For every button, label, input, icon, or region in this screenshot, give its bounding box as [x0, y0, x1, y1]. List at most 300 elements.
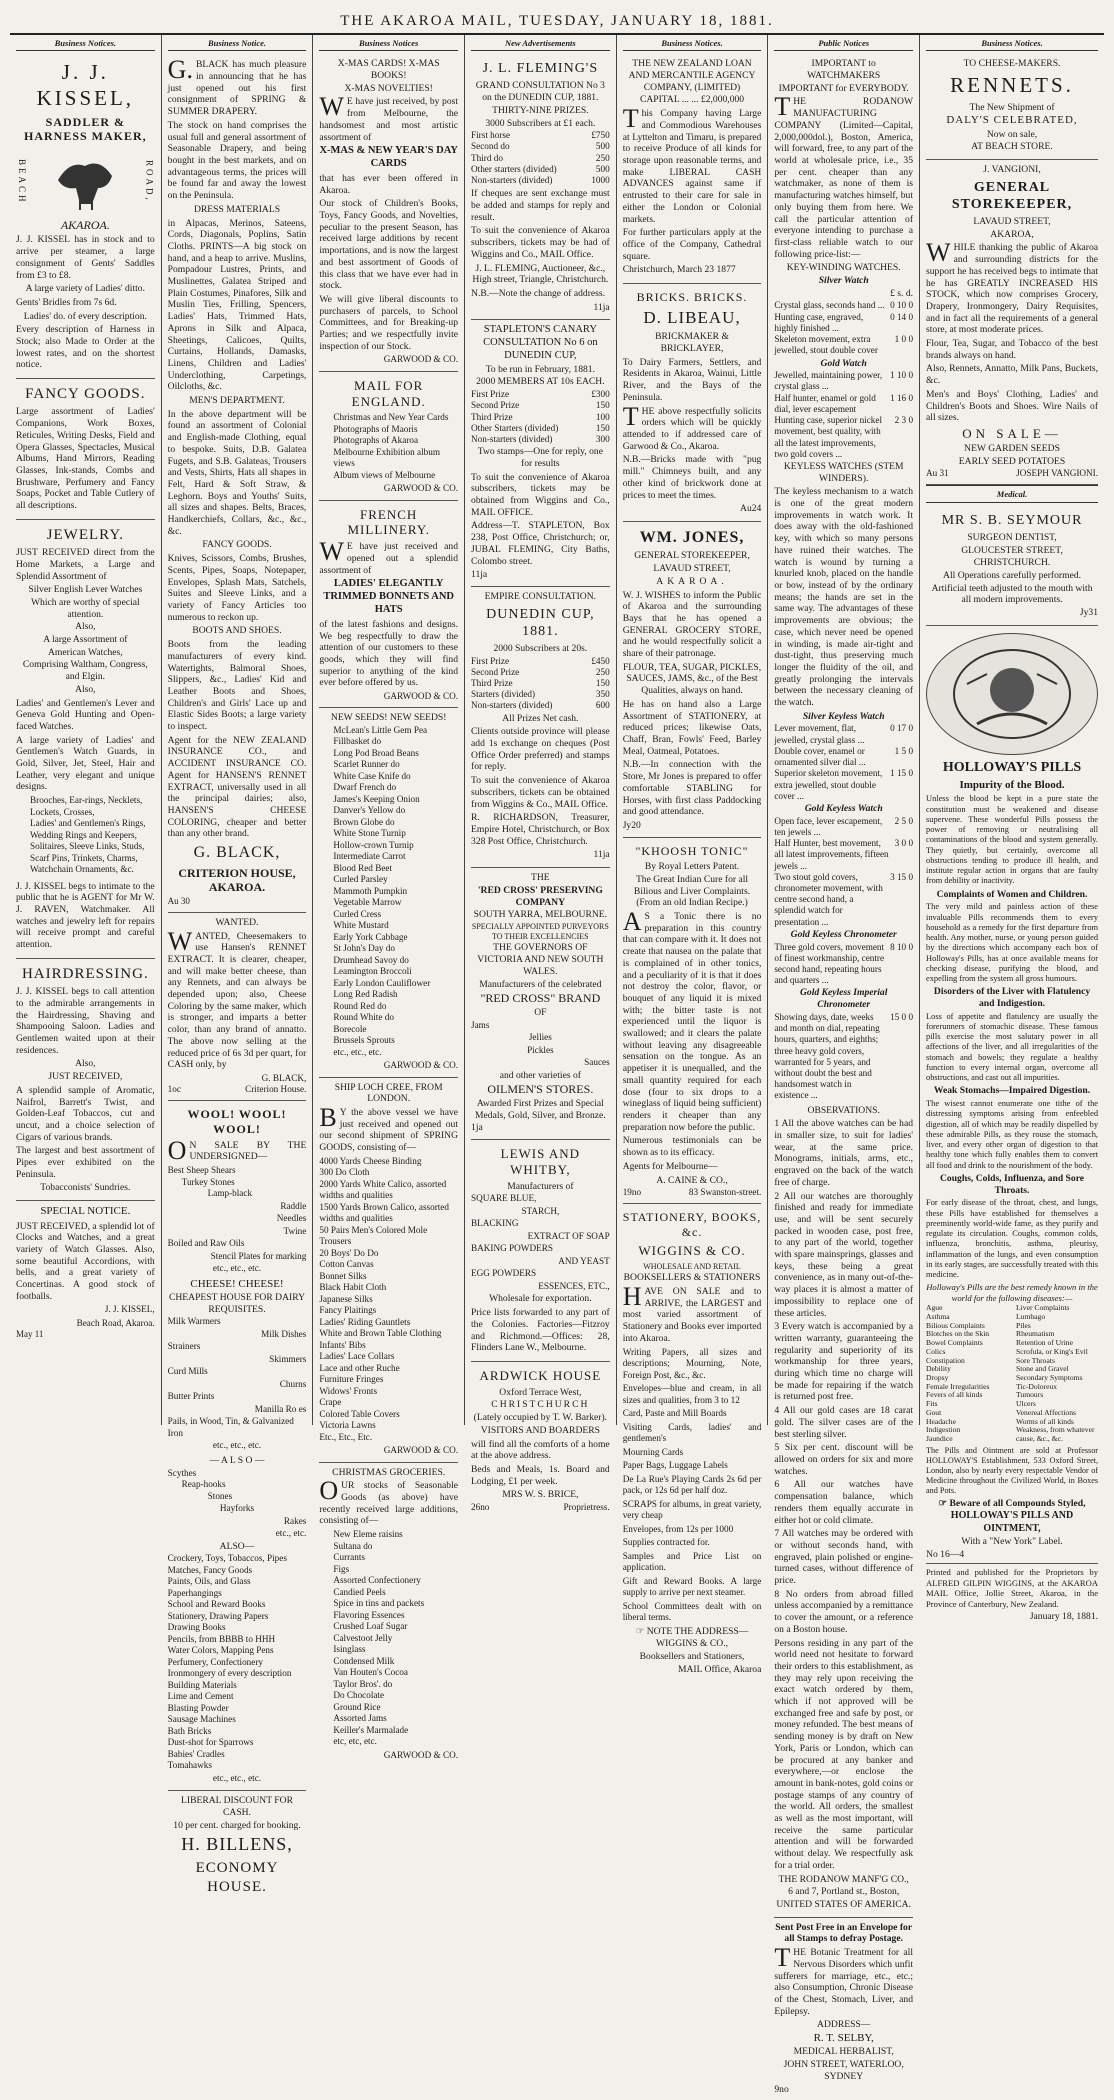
ad-text: The keyless mechanism to a watch is one of the great modern improvements in watch work. It does away with the old-fashioned key, with which so many persons have ruined their watches. The watch is wound by turning a knurled knob, placed on the handle or bow, instead of by the ordinary means; the hands are set in the same way. The advantages of these improvements are obvious; the case, which never need be opened in winding, is made air-tight and dust-tight, thus preserving much longer the fluidity of the oil, and greatly prolonging the intervals between the necessary cleaning of the watch.: [774, 486, 914, 709]
ad-date: 11ja: [471, 569, 488, 581]
row-label: First Prize: [471, 389, 510, 400]
ad-text: and other varieties of: [499, 1069, 581, 1081]
dairy-list: [168, 1316, 307, 1452]
ad-title: TO CHEESE-MAKERS.: [963, 58, 1061, 70]
ad-date: 9no: [774, 2083, 789, 2095]
ad-name: D. LIBEAU,: [643, 307, 741, 327]
ad-text: For early disease of the throat, chest, and lungs, these Pills have established for themselves a preeminently world-wide fame, as they purify and regulate its circulation. Coughs, common colds, influenza, bronchitis, asthma, pleurisy, inflammation of the lungs, and even consumption in its early stages, are successfully treated with this medicine.: [926, 1198, 1099, 1280]
row-value: 150: [595, 400, 610, 411]
ad-signature: THE RODANOW MANF'G CO.,: [778, 1873, 909, 1885]
ad-name: RENNETS.: [950, 73, 1074, 98]
column-6: [768, 35, 920, 2095]
list-item: etc., etc., etc.: [212, 1440, 262, 1451]
list-item: Scarlet Runner do: [333, 759, 400, 770]
list-item: Drumhead Savoy do: [333, 954, 409, 965]
ad-signature: 83 Swanston-street.: [688, 1187, 762, 1198]
ad-subtitle: WHOLESALE AND RETAIL: [643, 1261, 741, 1271]
list-item: Condensed Milk: [333, 1655, 395, 1666]
ad-text: AKAROA,: [990, 228, 1034, 240]
price-row: [774, 334, 913, 356]
ad-text: Artificial teeth adjusted to the mouth with all modern improvements.: [931, 582, 1093, 606]
list-item: Lumbago: [1016, 1311, 1046, 1321]
column-1: [10, 35, 162, 1425]
row-label: Hunting case, superior nickel movement, best quality, with all the latest improvements, two gold covers ...: [774, 415, 883, 459]
list-item: Churns: [279, 1378, 307, 1389]
list-item: Tomahawks: [167, 1760, 212, 1771]
vangioni-ad: [926, 160, 1098, 485]
price-table: [774, 370, 913, 460]
side-label-right: ROAD,: [144, 160, 155, 204]
ad-title: Sent Post Free in an Envelope for all Stamps to defray Postage.: [775, 1921, 913, 1945]
ad-date: 1ja: [471, 1122, 483, 1134]
ad-text: Also,: [75, 621, 96, 633]
row-label: Showing days, date, weeks and month on dial, repeating hours, quarters, and eighths; three heavy gold covers, warranted for 5 years, and without doubt the best and handsomest watch in existence ...: [774, 1011, 880, 1101]
kissel-ad: [16, 54, 155, 379]
list-item: Manilla Ro es: [254, 1403, 307, 1414]
ad-signature: GARWOOD & CO.: [383, 1060, 459, 1071]
row-label: Crystal glass, seconds hand ...: [774, 300, 885, 311]
list-item: Rakes: [283, 1515, 307, 1526]
row-label: Half Hunter, best movement, all latest improvements, fifteen jewels ...: [774, 838, 889, 871]
list-item: Raddle: [280, 1200, 307, 1211]
list-item: Assorted Jams: [333, 1713, 387, 1724]
list-item: Sultana do: [333, 1540, 373, 1551]
ship-list: [319, 1156, 458, 1444]
list-item: Early London Cauliflower: [333, 977, 431, 988]
list-item: Vegetable Marrow: [333, 897, 402, 908]
list-item: etc., etc., etc.: [333, 1046, 382, 1057]
price-row: [774, 872, 913, 928]
row-label: Other starters (divided): [471, 163, 557, 174]
ad-business: ECONOMY HOUSE.: [195, 1860, 279, 1895]
ad-title: WANTED.: [215, 916, 259, 928]
ad-signature: MRS W. S. BRICE,: [502, 1489, 579, 1501]
list-item: Round White do: [333, 1012, 394, 1023]
stationery-list: [623, 1347, 762, 1624]
price-row: [471, 164, 610, 175]
row-value: £450: [591, 655, 610, 666]
list-item: Milk Dishes: [261, 1328, 307, 1339]
list-item: 2000 Yards White Calico, assorted widths and qualities: [319, 1178, 447, 1201]
section-title: ALSO—: [219, 1540, 255, 1552]
ad-text: LAVAUD STREET,: [973, 216, 1051, 228]
ad-text: To Dairy Farmers, Settlers, and Residents in Akaroa, Wainui, Little River, and the Bays of the Peninsula.: [622, 356, 762, 403]
list-item: Weakness, from whatever cause, &c., &c.: [1016, 1425, 1095, 1444]
ad-text: All Operations carefully performed.: [943, 570, 1082, 582]
list-item: White Case Knife do: [333, 770, 411, 781]
list-item: Jams: [471, 1019, 490, 1030]
ad-text: 2000 Subscribers at 20s.: [493, 642, 588, 654]
ad-title: 'RED CROSS' PRESERVING COMPANY: [477, 884, 603, 908]
price-row: [774, 415, 913, 460]
row-value: 1 10 0: [890, 370, 914, 381]
column-header: Business Notices.: [16, 35, 155, 51]
ad-text: Oxford Terrace West,: [499, 1386, 582, 1398]
ad-text: OF: [534, 1006, 547, 1018]
ad-text: Holloway's Pills are the best remedy known in the world for the following diseases:—: [926, 1282, 1098, 1303]
list-item: Twine: [283, 1225, 307, 1236]
prize-table: [471, 656, 610, 712]
ad-text: He has on hand also a Large Assortment of STATIONERY, at reduced prices; likewise Oats, Chaff, Bran, Fowls' Feed, Barley Meal, Oatmeal, Potatoes.: [622, 698, 762, 757]
list-item: Taylor Bros'. do: [333, 1678, 393, 1689]
ad-title: X-MAS CARDS! X-MAS BOOKS!: [337, 58, 440, 82]
ad-text: The wisest cannot enumerate one tithe of the distressing symptoms arising from enfeebled digestion, all of which may be readily dispelled by these admirable Pills, as they rouse the stomach, liver, and every other organ of digestion to that healthy tone which fully enables them to convert all food and drink to the nourishment of the body.: [926, 1099, 1099, 1170]
list-item: Perfumery, Confectionery: [167, 1656, 264, 1667]
price-row: [774, 942, 913, 987]
list-item: Wedding Rings and Keepers,: [30, 829, 137, 840]
list-item: Tumours: [1016, 1390, 1044, 1400]
list-item: Black Habit Cloth: [319, 1282, 387, 1293]
list-item: 1 All the above watches can be had in smaller size, to suit for ladies' wear, at the same price. Monograms, initials, arms, etc., engraved on the back of the watch free of charge.: [774, 1118, 914, 1188]
list-item: Dust-shot for Sparrows: [167, 1737, 254, 1748]
medallion-caption: HOLLOWAY'S PILLS: [942, 759, 1082, 775]
list-item: Paints, Oils, and Glass: [167, 1576, 251, 1587]
list-item: Skimmers: [269, 1353, 307, 1364]
ad-subtitle: CHEAPEST HOUSE FOR DAIRY REQUISITES.: [168, 1291, 306, 1315]
row-value: 1 16 0: [890, 392, 914, 403]
ad-date: Au 30: [167, 895, 190, 906]
ad-date: 11ja: [593, 849, 610, 861]
row-value: 1000: [591, 175, 610, 186]
ad-name: MR S. B. SEYMOUR: [941, 512, 1083, 528]
list-item: Van Houten's Cocoa: [333, 1667, 408, 1678]
ad-text: WANTED, Cheesemakers to use Hansen's RENNET EXTRACT. It is clearer, cheaper, and will make better cheese, than any Rennets, and can always be depended upon; also, Cheese Coloring by the same maker, which is stronger, and imparts a better color, than any brand of annatto. The above now selling at the reduced price of 6s 3d per quart, for CASH only, by: [167, 926, 307, 1071]
ad-text: Knives, Scissors, Combs, Brushes, Scents, Pipes, Soaps, Notepaper, Envelopes, Splash Mats, Satchels, Suites and Sleeve Links, and a variety of Fancy Articles too numerous to reckon up.: [167, 553, 307, 623]
price-row: [471, 389, 610, 400]
jones-ad: [623, 522, 762, 838]
list-item: Brown Globe do: [333, 816, 395, 827]
ad-text: WHILE thanking the public of Akaroa and surrounding districts for the support he has received begs to intimate that he has GREATLY INCREASED HIS STOCK, which now comprises Grocery, Drapery, Ironmongery, Dairy Requisites, and in fact all the requirements of a general store, at most moderate prices.: [926, 238, 1099, 336]
row-label: Half hunter, enamel or gold dial, lever escapement: [774, 392, 876, 414]
ad-signature: UNITED STATES OF AMERICA.: [776, 1899, 911, 1910]
ad-name: G. BLACK,: [193, 844, 281, 862]
ad-text: The very mild and painless action of these invaluable Pills recommends them to every household as a remedy for the first departure from health. Any mother, nurse, or young person guided by the directions which accompany each box of Holloway's Pills, has at once available means for checking disease, purifying the blood, and expelling from the system all gross humours.: [926, 902, 1099, 984]
row-value: 250: [595, 152, 610, 163]
list-item: Sausage Machines: [167, 1714, 236, 1725]
rennets-ad: [926, 54, 1098, 160]
ad-title: J. J. KISSEL,: [36, 60, 135, 110]
wanted-ad: [168, 913, 307, 1102]
section-title: — A L S O —: [209, 1454, 265, 1466]
ad-text: Christchurch, March 23 1877: [622, 264, 736, 276]
ad-text: Clients outside province will please add 1s exchange on cheques (Post Office Order preferred) and stamps for reply.: [471, 726, 610, 773]
ad-signature: A. CAINE & CO.,: [656, 1174, 728, 1186]
list-item: Furniture Fringes: [319, 1374, 384, 1385]
also-list: [168, 1468, 307, 1540]
section-title: OBSERVATIONS.: [807, 1104, 880, 1116]
section-title: Gold Keyless Chronometer: [790, 928, 897, 940]
ad-text: SURGEON DENTIST,: [967, 531, 1057, 543]
ad-text: Our stock of Children's Books, Toys, Fancy Goods, and Novelties, peculiar to the present Season, has received large additions by recent importations, and is now the largest and best assortment of Goods of this class that we have ever had in stock.: [319, 198, 459, 292]
column-header: Business Notices.: [926, 35, 1098, 51]
list-item: Borecole: [333, 1023, 367, 1034]
list-item: Assorted Confectionery: [333, 1575, 421, 1586]
list-item: Ulcers: [1016, 1399, 1036, 1409]
list-item: Piles: [1016, 1320, 1031, 1330]
ad-text: By Royal Letters Patent.: [644, 861, 740, 873]
price-row: [471, 412, 610, 423]
section-title: Silver Watch: [818, 275, 869, 287]
section-title: Gold Keyless Imperial Chronometer: [799, 987, 888, 1011]
ad-text: A large variety of Ladies' and Gentlemen's Watch Guards, in Gold, Silver, Jet, Steel, Hair and Leather, very elegant and unique designs.: [16, 734, 155, 793]
ad-text: The largest and best assortment of Pipes ever exhibited on the Peninsula.: [16, 1145, 155, 1180]
prize-table: [471, 130, 610, 186]
list-item: White and Brown Table Clothing: [319, 1328, 442, 1339]
xmas-cards-ad: [319, 54, 458, 371]
ad-text: WE have just received, by post from Melbourne, the handsomest and most artistic assortment of: [319, 92, 459, 143]
empire-ad: [471, 587, 610, 868]
column-header: New Advertisements: [471, 35, 610, 51]
wiggins-ad: [623, 1204, 762, 1681]
ad-text: With a "New York" Label.: [961, 1535, 1063, 1547]
ad-text: AS a Tonic there is no preparation in this country that can compare with it. It does not create that nausea on the palate that is complained of in other tonics, and a peculiarity of it is that it does not destroy the color, flavor, or bouquet of any liquid it is mixed with; the bitter taste is not experienced until the liquor is swallowed; and it clears the palate without leaving any disagreeable sensation on the tongue. As an appetiser it is unequalled, and the small quantity required for each dose (four to six drops to a wineglass of liquid being sufficient) renders it cheaper than any preparation now before the public.: [622, 907, 762, 1133]
ad-text: J. J. KISSEL begs to call attention to the admirable arrangements in the Hairdressing, Shaving and Shampooing Saloon. Ladies and Gentlemen waited upon at their residences.: [16, 986, 155, 1056]
sale-list: [168, 1165, 307, 1275]
ad-title: IMPORTANT for EVERYBODY.: [778, 82, 909, 94]
ad-title: CHRISTMAS GROCERIES.: [332, 1466, 446, 1478]
ad-subtitle: 2000 MEMBERS AT 10s EACH.: [476, 376, 605, 388]
ad-text: Tobacconists' Sundries.: [40, 1182, 131, 1194]
fancy-goods-ad: [16, 379, 155, 520]
list-item: SCRAPS for albums, in great variety, very cheap: [622, 1498, 762, 1521]
list-item: Do Chocolate: [333, 1690, 385, 1701]
ad-text: 10 per cent. charged for booking.: [173, 1819, 301, 1831]
section-title: KEYLESS WATCHES (STEM WINDERS).: [783, 460, 904, 484]
black-drapery-ad: [168, 54, 307, 912]
ad-highlight: LADIES' ELEGANTLY TRIMMED BONNETS AND HATS: [323, 578, 455, 615]
ad-text: ADDRESS—: [817, 2019, 871, 2031]
list-item: Curled Cress: [333, 908, 382, 919]
list-item: Sauces: [584, 1057, 610, 1068]
ad-text: NEW GARDEN SEEDS: [964, 442, 1060, 454]
ad-text: Unless the blood be kept in a pure state the constitution must be weakened and disease supervene. These wonderful Pills possess the power of removing or neutralising all contaminations of the blood and system generally. They quietly, but certainly, overcome all obstructions tending to produce ill health, and institute regular action in organs that are faulty from debility or inactivity.: [926, 794, 1099, 886]
list-item: Photographs of Akaroa: [333, 435, 419, 446]
list-item: Keiller's Marmalade: [333, 1724, 409, 1735]
ad-title: STAPLETON'S CANARY CONSULTATION No 6 on DUNEDIN CUP,: [483, 324, 598, 361]
ad-text: N.B.—In connection with the Store, Mr Jones is prepared to offer comfortable STABLING for Horses, with first class Paddocking and good attendance.: [622, 759, 762, 818]
ad-text: Price lists forwarded to any part of the Colonies. Factories—Fitzroy and Richmond.—Offices: 28, Flinders Lane W., Melbourne.: [471, 1307, 610, 1354]
ad-text: N.B.—Note the change of address.: [471, 287, 606, 299]
holloway-medallion: [926, 633, 1098, 755]
ad-name: J. VANGIONI,: [983, 164, 1041, 176]
list-item: Fevers of all kinds: [926, 1390, 983, 1400]
ad-text: THE: [531, 872, 550, 884]
ad-text: Gents' Bridles from 7s 6d.: [16, 296, 117, 308]
ad-text: Boots from the leading manufacturers of every kind. Watertights, Balmoral Shoes, Slippers, &c., Ladies' Kid and Leather Boots and Shoes, Children's and Girls' Lace up and Elastic Sides Boots; a large variety to inspect.: [167, 639, 307, 733]
ad-text: J. J. KISSEL begs to intimate to the public that he is AGENT for Mr W. J. RAVEN, Watchmaker. All watches and jewelry left for repairs will receive prompt and careful attention.: [16, 880, 155, 951]
ad-subtitle: GRAND CONSULTATION No 3 on the DUNEDIN CUP, 1881.: [475, 80, 605, 104]
ad-text: THE Botanic Treatment for all Nervous Disorders which unfit sufferers for marriage, etc., etc.; also Consumption, Chronic Disease of the Chest, Stomach, Liver, and Epilepsy.: [774, 1943, 914, 2017]
ad-text: Ladies' do. of every description.: [23, 310, 147, 322]
masthead: THE AKAROA MAIL, TUESDAY, JANUARY 18, 1881.: [10, 9, 1104, 35]
row-value: £750: [591, 130, 610, 141]
list-item: Ague: [926, 1303, 943, 1313]
ad-subtitle: BRICKMAKER & BRICKLAYER,: [655, 331, 729, 355]
list-item: Blasting Powder: [167, 1702, 229, 1713]
ad-text: Manufacturers of the celebrated: [479, 978, 602, 990]
row-value: 300: [595, 434, 610, 445]
list-item: Lockets, Crosses,: [30, 806, 95, 817]
groceries-ad: [319, 1463, 458, 1766]
list-item: Flavoring Essences: [333, 1609, 405, 1620]
ad-title: X-MAS NOVELTIES!: [344, 82, 433, 94]
ad-text: Large assortment of Ladies' Companions, Work Boxes, Reticules, Writing Desks, Field and Opera Glasses, Spectacles, Musical Albums, Hand Mirrors, Reading Glasses, Ink-stands, Combs and Brushware, Perfumery and Fancy Soaps, Pocket and Table Cutlery of all descriptions.: [16, 406, 155, 512]
ad-text: Also, Rennets, Annatto, Milk Pans, Buckets, &c.: [926, 363, 1099, 387]
section-title: Coughs, Colds, Influenza, and Sore Throats.: [940, 1172, 1085, 1196]
ad-title: SPECIAL NOTICE.: [40, 1205, 131, 1218]
row-label: Two stout gold covers, chronometer movement, with centre second hand, a splendid watch for presentation ...: [774, 871, 883, 927]
list-item: Crockery, Toys, Tobaccos, Pipes: [167, 1553, 287, 1564]
list-item: Ladies' and Gentlemen's Rings,: [30, 818, 146, 829]
row-value: 150: [595, 422, 610, 433]
ad-title: EMPIRE CONSULTATION.: [484, 591, 597, 602]
ad-title: WOOL! WOOL! WOOL!: [187, 1107, 287, 1136]
list-item: ESSENCES, ETC.,: [538, 1280, 610, 1291]
lewis-whitby-ad: [471, 1140, 610, 1362]
ad-text: The New Shipment of: [969, 101, 1055, 113]
ad-text: MEDICAL HERBALIST,: [793, 2046, 894, 2058]
list-item: 4 All our gold cases are 18 carat gold. The silver cases are of the best sterling silver.: [774, 1405, 914, 1440]
ad-text: The stock on hand comprises the usual full and general assortment of Seasonable Drapery, and being bought in the best markets, and on advantageous terms, the prices will be found far and away the lowest on the Peninsula.: [167, 119, 307, 202]
ad-text: Ladies' and Gentlemen's Lever and Geneva Gold Hunting and Open-faced Watches.: [16, 697, 155, 732]
ad-text: Numerous testimonials can be shown as to its efficacy.: [622, 1135, 762, 1159]
billens-ad: [168, 1791, 307, 1904]
mail-england-ad: [319, 372, 458, 501]
row-value: 600: [595, 700, 610, 711]
ad-title: GENERAL STOREKEEPER,: [951, 179, 1073, 212]
list-item: James's Keeping Onion: [333, 793, 420, 804]
list-item: 5 Six per cent. discount will be allowed on orders for six and more watches.: [774, 1442, 914, 1477]
ad-signature: Booksellers and Stationers,: [639, 1650, 745, 1662]
list-item: Fillbasket do: [333, 736, 382, 747]
millinery-ad: [319, 501, 458, 709]
list-item: Paperhangings: [167, 1587, 222, 1598]
row-label: Second Prize: [471, 400, 520, 411]
price-row: [471, 141, 610, 152]
row-label: Superior skeleton movement, extra jewelled, stout double cover ...: [774, 768, 883, 801]
ad-signature: Criterion House.: [245, 1084, 307, 1095]
ad-title: ON SALE—: [962, 426, 1062, 441]
ad-text: Address—T. STAPLETON, Box 238, Post Office, Christchurch; or, JUBAL FLEMING, City Baths, Colombo street.: [471, 520, 610, 567]
jewelry-list: [16, 795, 155, 876]
ad-text: Agent for the NEW ZEALAND INSURANCE CO., and ACCIDENT INSURANCE CO. Agent for HANSEN'S RENNET EXTRACT, universally used in all the principal dairies; also, HANSEN'S CHEESE COLORING, cheaper and better than any other brand.: [167, 734, 307, 840]
list-item: Venereal Affections: [1016, 1407, 1076, 1417]
list-item: Bath Bricks: [167, 1725, 212, 1736]
list-item: Lime and Cement: [167, 1691, 234, 1702]
jewelry-ad: [16, 520, 155, 959]
list-item: AND YEAST: [558, 1255, 610, 1266]
list-item: Curd Mills: [167, 1366, 208, 1377]
ad-text: If cheques are sent exchange must be added and stamps for reply and result.: [471, 188, 610, 223]
list-item: White Stone Turnip: [333, 828, 406, 839]
price-row: [774, 1012, 913, 1102]
ad-text: CHRISTCHURCH: [491, 1399, 590, 1411]
row-label: Other Starters (divided): [471, 422, 559, 433]
list-item: 8 No orders from abroad filled unless accompanied by a remittance to cover the amount, or a reference on a Boston house.: [774, 1588, 914, 1635]
ad-highlight: X-MAS & NEW YEAR'S DAY CARDS: [319, 145, 458, 170]
column-7: [920, 35, 1104, 1623]
list-item: Intermediate Carrot: [333, 851, 406, 862]
column-2: [162, 35, 314, 1895]
list-item: McLean's Little Gem Pea: [333, 724, 428, 735]
ad-footer: [926, 468, 1098, 479]
list-item: Calvestoot Jelly: [333, 1632, 393, 1643]
wool-ad: [168, 1101, 307, 1791]
ad-date: 11ja: [593, 301, 610, 313]
list-item: etc, etc, etc.: [333, 1736, 377, 1747]
ad-subtitle: To be run in February, 1881.: [485, 363, 595, 375]
ad-text: ☞ NOTE THE ADDRESS—: [635, 1625, 749, 1637]
price-row: [471, 175, 610, 186]
price-row: [471, 667, 610, 678]
price-header: £ s. d.: [890, 287, 914, 299]
list-item: etc., etc.: [275, 1528, 307, 1539]
list-item: St John's Day do: [333, 943, 395, 954]
price-row: [774, 370, 913, 392]
row-label: Third do: [471, 152, 503, 163]
prize-table: [471, 389, 610, 445]
ad-text: A large variety of Ladies' ditto.: [25, 283, 145, 295]
ad-text: AKAROA.: [656, 575, 728, 587]
column-header: Business Notice.: [168, 35, 307, 51]
ad-title: NEW SEEDS! NEW SEEDS!: [330, 712, 447, 724]
ad-title: CHEESE! CHEESE!: [190, 1277, 284, 1290]
row-label: Hunting case, engraved, highly finished ...: [774, 311, 864, 333]
ad-text: N.B.—Bricks made with "pug mill." Chimneys built, and any other kind of brickwork done at prices to meet the times.: [622, 454, 762, 501]
section-title: DRESS MATERIALS: [193, 203, 281, 215]
column-5: [617, 35, 769, 1675]
row-label: Lever movement, flat, jewelled, crystal glass ...: [774, 723, 865, 745]
imprint-date: January 18, 1881.: [1029, 1611, 1099, 1623]
ad-title: MAIL FOR ENGLAND.: [351, 377, 426, 409]
list-item: Rheumatism: [1016, 1329, 1055, 1339]
list-item: Album views of Melbourne: [333, 469, 436, 480]
row-label: First Prize: [471, 655, 510, 666]
ad-text: For further particulars apply at the office of the Company, Cathedral square.: [622, 227, 762, 262]
libeau-ad: [623, 284, 762, 522]
ad-title: IMPORTANT to WATCHMAKERS: [807, 58, 881, 82]
list-item: Scythes: [167, 1467, 197, 1478]
list-item: Dropsy: [926, 1373, 949, 1383]
list-item: Early York Cabbage: [333, 931, 408, 942]
list-item: Building Materials: [167, 1679, 237, 1690]
column-header: Business Notices.: [623, 35, 762, 51]
list-item: De La Rue's Playing Cards 2s 6d per pack, or 12s 6d per half doz.: [622, 1473, 762, 1496]
list-item: Butter Prints: [167, 1391, 215, 1402]
ad-highlight: HOLLOWAY'S PILLS AND OINTMENT,: [950, 1510, 1074, 1534]
row-value: 0 14 0: [890, 311, 914, 322]
list-item: Watchchain Ornaments, &c.: [30, 864, 134, 875]
seeds-ad: [319, 708, 458, 1077]
hairdressing-ad: [16, 959, 155, 1201]
list-item: Victoria Lawns: [319, 1420, 376, 1431]
ad-text: WE have just received and opened out a splendid assortment of: [319, 537, 459, 576]
ad-text: We will give liberal discounts to purchasers of parcels, to School Committees, and for Breaking-up Parties; and we respectfully invite inspection of our Stock.: [319, 293, 459, 352]
list-item: Round Red do: [333, 1000, 387, 1011]
newspaper-page: [10, 9, 1104, 2095]
list-item: Spice in tins and packets: [333, 1598, 425, 1609]
ad-text: CAPITAL ... ... £2,000,000: [639, 94, 745, 106]
ardwick-ad: [471, 1362, 610, 1518]
ad-text: (Lately occupied by T. W. Barker).: [473, 1412, 608, 1424]
ad-text: This Company having Large and Commodious Warehouses at Lyttelton and Timaru, is prepared to receive Produce of all kinds for storage upon reasonable terms, and make LIBERAL CASH ADVANCES against same if entrusted to their care for sale in either the London or Colonial markets.: [622, 104, 762, 225]
list-item: Stone and Gravel: [1016, 1364, 1069, 1374]
list-item: Envelopes—blue and cream, in all sizes and qualities, from 3 to 12: [622, 1383, 762, 1405]
row-value: 150: [595, 678, 610, 688]
ad-text: Persons residing in any part of the world need not hesitate to forward their orders to this establishment, as they may rely upon receiving the exact watch ordered by them, which if not approved will be exchanged free and safe by post, or money refunded. The best means of sending money is by draft on New York, Paris or London, which can be procured at any banker and everywhere,—or enclose the amount in bank-notes, gold coins or postage stamps of any country of the world. All orders, the smallest as well as the most important, will receive the same particular attention and will be forwarded without delay. We respectfully ask for a trial order.: [774, 1637, 914, 1871]
price-row: [774, 723, 913, 745]
list-item: BLACKING: [471, 1218, 519, 1229]
